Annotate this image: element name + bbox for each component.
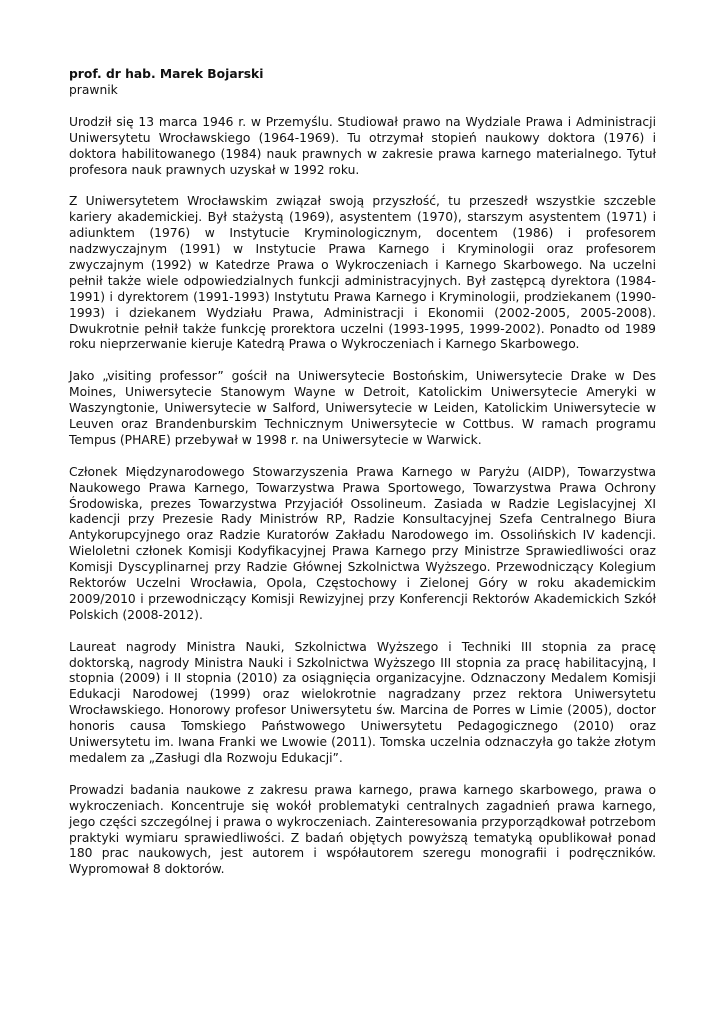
person-name: prof. dr hab. Marek Bojarski — [69, 67, 264, 81]
person-role: prawnik — [69, 82, 118, 97]
paragraph-memberships: Członek Międzynarodowego Stowarzyszenia Prawa Karnego w Paryżu (AIDP), Towarzystwa Naukowego Prawa Karnego, Towarzystwa Prawa Sportowego, Towarzystwa Prawa Ochrony Środowiska, prezes Towarzystwa Przyjaciół Ossolineum. Zasiada w Radzie Legislacyjnej XI kadencji przy Prezesie Rady Ministrów RP, Radzie Konsultacyjnej Szefa Centralnego Biura Antykorupcyjnego oraz Radzie Kuratorów Zakładu Narodowego im. Ossolińskich IV kadencji. Wieloletni członek Komisji Kodyfikacyjnej Prawa Karnego przy Ministrze Sprawiedliwości oraz Komisji Dyscyplinarnej przy Radzie Głównej Szkolnictwa Wyższego. Przewodniczący Kolegium Rektorów Uczelni Wrocławia, Opola, Częstochowy i Zielonej Góry w roku akademickim 2009/2010 i przewodniczący Komisji Rewizyjnej przy Konferencji Rektorów Akademickich Szkół Polskich (2008-2012). — [69, 464, 656, 622]
paragraph-career: Z Uniwersytetem Wrocławskim związał swoją przyszłość, tu przeszedł wszystkie szczeble kariery akademickiej. Był stażystą (1969), asystentem (1970), starszym asystentem (1971) i adiunktem (1976) w Instytucie Kryminologicznym, docentem (1986) i profesorem nadzwyczajnym (1991) w Instytucie Prawa Karnego i Kryminologii oraz profesorem zwyczajnym (1992) w Katedrze Prawa o Wykroczeniach i Karnego Skarbowego. Na uczelni pełnił także wiele odpowiedzialnych funkcji administracyjnych. Był zastępcą dyrektora (1984-1991) i dyrektorem (1991-1993) Instytutu Prawa Karnego i Kryminologii, prodziekanem (1990-1993) i dziekanem Wydziału Prawa, Administracji i Ekonomii (2002-2005, 2005-2008). Dwukrotnie pełnił także funkcję prorektora uczelni (1993-1995, 1999-2002). Ponadto od 1989 roku nieprzerwanie kieruje Katedrą Prawa o Wykroczeniach i Karnego Skarbowego. — [69, 194, 656, 352]
document-page — [69, 67, 656, 894]
paragraph-awards: Laureat nagrody Ministra Nauki, Szkolnictwa Wyższego i Techniki III stopnia za pracę doktorską, nagrody Ministra Nauki i Szkolnictwa Wyższego III stopnia za pracę habilitacyjną, I stopnia (2009) i II stopnia (2010) za osiągnięcia organizacyjne. Odznaczony Medalem Komisji Edukacji Narodowej (1999) oraz wielokrotnie nagradzany przez rektora Uniwersytetu Wrocławskiego. Honorowy profesor Uniwersytetu św. Marcina de Porres w Limie (2005), doctor honoris causa Tomskiego Państwowego Uniwersytetu Pedagogicznego (2010) oraz Uniwersytetu im. Iwana Franki we Lwowie (2011). Tomska uczelnia odznaczyła go także złotym medalem za „Zasługi dla Rozwoju Edukacji”. — [69, 639, 656, 765]
paragraph-education: Urodził się 13 marca 1946 r. w Przemyślu. Studiował prawo na Wydziale Prawa i Administracji Uniwersytetu Wrocławskiego (1964-1969). Tu otrzymał stopień naukowy doktora (1976) i doktora habilitowanego (1984) nauk prawnych w zakresie prawa karnego materialnego. Tytuł profesora nauk prawnych uzyskał w 1992 roku. — [69, 114, 656, 177]
paragraph-research: Prowadzi badania naukowe z zakresu prawa karnego, prawa karnego skarbowego, prawa o wykroczeniach. Koncentruje się wokół problematyki centralnych zagadnień prawa karnego, jego części szczególnej i prawa o wykroczeniach. Zainteresowania przyporządkował potrzebom praktyki wymiaru sprawiedliwości. Z badań objętych powyższą tematyką opublikował ponad 180 prac naukowych, jest autorem i współautorem szeregu monografii i podręczników. Wypromował 8 doktorów. — [69, 782, 656, 877]
paragraph-visiting-professor: Jako „visiting professor” gościł na Uniwersytecie Bostońskim, Uniwersytecie Drake w Des Moines, Uniwersytecie Stanowym Wayne w Detroit, Katolickim Uniwersytecie Ameryki w Waszyngtonie, Uniwersytecie w Salford, Uniwersytecie w Leiden, Katolickim Uniwersytecie w Leuven oraz Brandenburskim Technicznym Uniwersytecie w Cottbus. W ramach programu Tempus (PHARE) przebywał w 1998 r. na Uniwersytecie w Warwick. — [69, 369, 656, 447]
